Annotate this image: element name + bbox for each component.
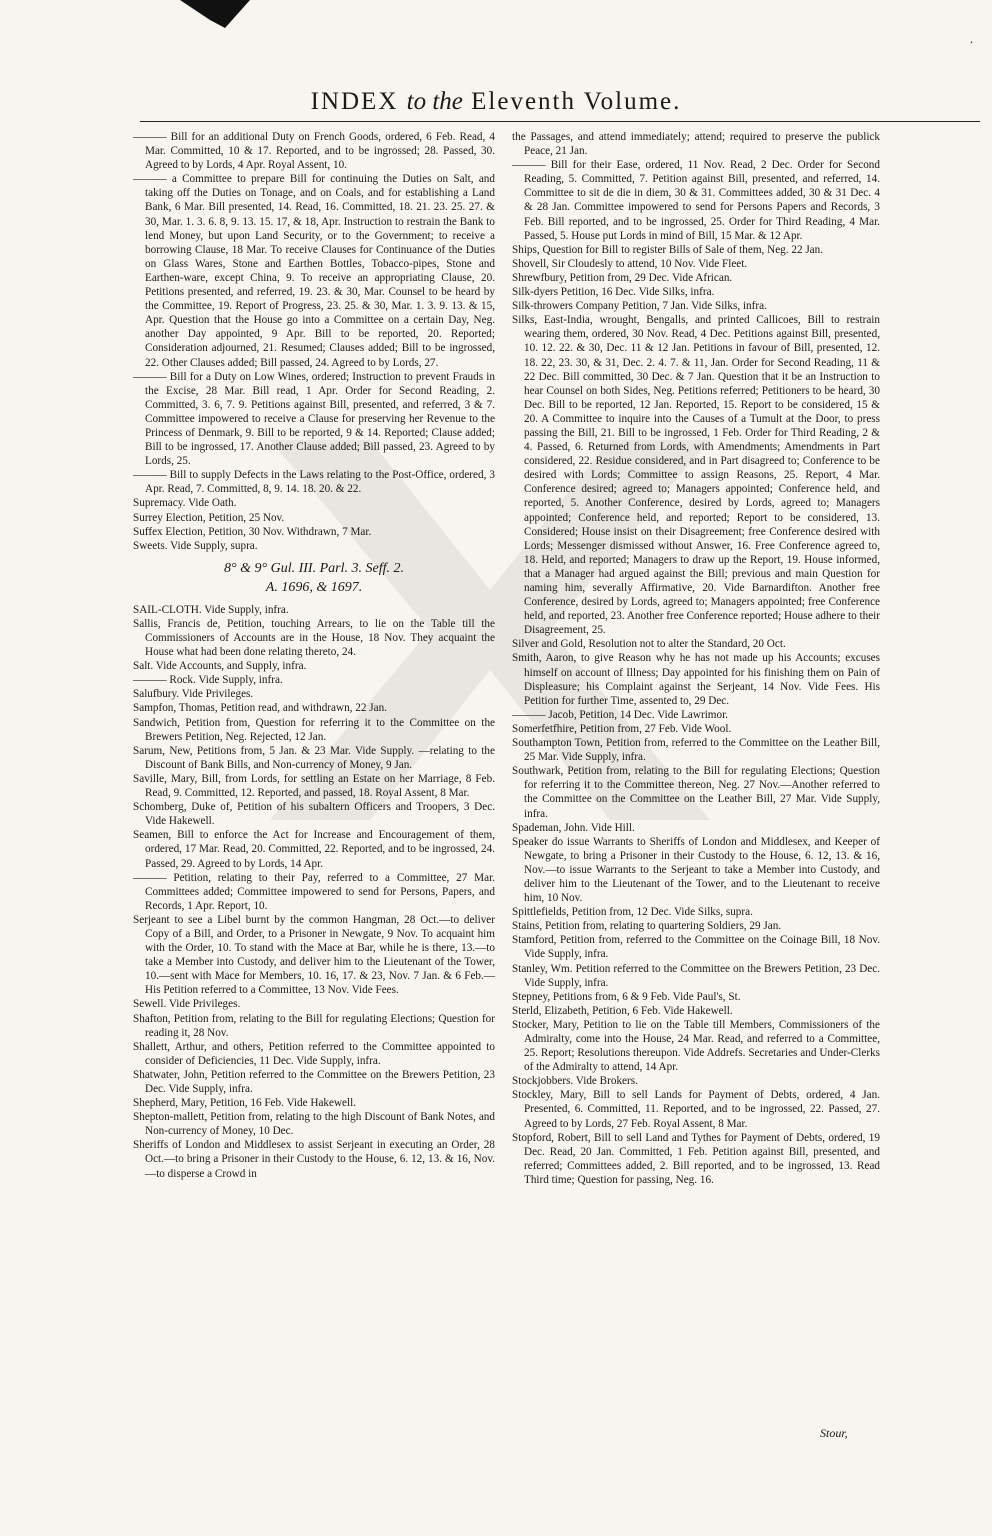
index-entry: Shafton, Petition from, relating to the Bill for regulating Elections; Question for reading it, 28 Nov.	[133, 1012, 495, 1039]
index-entry: Southampton Town, Petition from, referred to the Committee on the Leather Bill, 25 Mar. Vide Supply, infra.	[512, 737, 880, 764]
index-entry: Stocker, Mary, Petition to lie on the Table till Members, Commissioners of the Admiralty, come into the House, 24 Mar. Read, and referred to a Committee, 25. Report; Resolutions thereupon. Vide Addrefs. Secretaries and Under-Clerks of the Admiralty to attend, 14 Apr.	[512, 1018, 880, 1074]
index-entry: Serjeant to see a Libel burnt by the common Hangman, 28 Oct.—to deliver Copy of a Bill, and Order, to a Prisoner in Newgate, 9 Nov. To acquaint him with the Order, 10. To stand with the Mace at Bar, while he is there, 13.—to take a Member into Custody, and deliver him to the Lieutenant of the Tower, 10.—sent with Mace for Members, 10. 16, 17. & 23, Nov. 7 Jan. & 6 Feb.—His Petition referred to a Committee, 13 Nov. Vide Fees.	[133, 913, 495, 997]
index-entry: Suffex Election, Petition, 30 Nov. Withdrawn, 7 Mar.	[133, 525, 372, 538]
index-entry: Stockjobbers. Vide Brokers.	[512, 1075, 638, 1088]
index-entry: Stains, Petition from, relating to quartering Soldiers, 29 Jan.	[512, 920, 782, 933]
index-entry: Sarum, New, Petitions from, 5 Jan. & 23 Mar. Vide Supply. —relating to the Discount of Bank Bills, and Non-currency of Money, 9 Jan.	[133, 744, 495, 771]
margin-mark: ˙	[968, 40, 975, 56]
header-volume: Eleventh Volume.	[471, 88, 682, 115]
index-entry: Spademan, John. Vide Hill.	[512, 821, 635, 834]
index-entry: Stanley, Wm. Petition referred to the Committee on the Brewers Petition, 23 Dec. Vide Supply, infra.	[512, 962, 880, 989]
index-entry: Silver and Gold, Resolution not to alter the Standard, 20 Oct.	[512, 638, 786, 651]
index-entry: ——— Jacob, Petition, 14 Dec. Vide Lawrimor.	[512, 708, 728, 721]
index-entry: Stopford, Robert, Bill to sell Land and Tythes for Payment of Debts, ordered, 19 Dec. Read, 20 Jan. Committed, 1 Feb. Petition against Bill, presented, and referred; Committees added, 2. Bill reported, and to be ingrossed, 13. Read Third time; Question for passing, Neg. 16.	[512, 1131, 880, 1186]
index-entry: ——— Rock. Vide Supply, infra.	[133, 674, 283, 687]
left-column	[133, 130, 495, 1181]
index-entry: Salt. Vide Accounts, and Supply, infra.	[133, 660, 307, 673]
index-entry: ——— Petition, relating to their Pay, referred to a Committee, 27 Mar. Committees added; Committee impowered to send for Persons, Papers, and Records, 1 Apr. Report, 10.	[133, 871, 495, 912]
index-entry: ——— Bill to supply Defects in the Laws relating to the Post-Office, ordered, 3 Apr. Read, 7. Committed, 8, 9. 14. 18. 20. & 22.	[133, 469, 495, 496]
index-entry: Ships, Question for Bill to register Bills of Sale of them, Neg. 22 Jan.	[512, 243, 824, 256]
index-entry: Shrewfbury, Petition from, 29 Dec. Vide African.	[512, 271, 733, 284]
index-entry: Somerfetfhire, Petition from, 27 Feb. Vide Wool.	[512, 722, 732, 735]
index-entry: Sampfon, Thomas, Petition read, and withdrawn, 22 Jan.	[133, 702, 387, 715]
index-entry: the Passages, and attend immediately; attend; required to preserve the publick Peace, 21 Jan.	[512, 131, 880, 158]
index-entry: Sallis, Francis de, Petition, touching Arrears, to lie on the Table till the Commissioners of Accounts are in the House, 18 Nov. They acquaint the House what had been done relating thereto, 24.	[133, 617, 495, 659]
header-index: INDEX	[310, 88, 399, 115]
index-entry: Shepton-mallett, Petition from, relating to the high Discount of Bank Notes, and Non-currency of Money, 10 Dec.	[133, 1111, 495, 1138]
index-entry: ——— Bill for an additional Duty on French Goods, ordered, 6 Feb. Read, 4 Mar. Committed, 10 & 17. Reported, and to be ingrossed; 28. Passed, 30. Agreed to by Lords, 4 Apr. Royal Assent, 10.	[133, 131, 495, 172]
index-entry: Silks, East-India, wrought, Bengalls, and printed Callicoes, Bill to restrain wearing them, ordered, 30 Nov. Read, 4 Dec. Petitions against Bill, presented, 10. 12. 22. & 30, Dec. 11 & 12 Jan. Petitions in favour of Bill, presented, 12. 18. 22, 23. 30, & 31, Dec. 2. 4. 7. & 11, Jan. Order for Second Reading, 11 & 22 Dec. Bill committed, 30 Dec. & 7 Jan. Question that it be an Instruction to hear Counsel on both Sides, Neg. Petitions referred; Petitioners to be heard, 30 Dec. Bill to be reported, 12 Jan. Reported, 15. Report to be considered, 15 & 20. A Committee to inquire into the Causes of a Tumult at the Door, to press passing the Bill, 21. Bill to be ingrossed, 1 Feb. Order for Third Reading, 2 & 4. Passed, 6. Returned from Lords, with Amendments; Amendments in Part considered, 22. Residue considered, and in Part disagreed to; Conference to be desired with Lords; Committee to assign Reasons, 25. Report, 4 Mar. Conference desired; agreed to; Managers appointed; Conference held, and reported, 5. Another Conference, desired by Lords, agreed to; Managers appointed; Conference held, and reported; Report to be considered, 13. Considered; House insist on their Disagreement; free Conference desired with Lords; Messenger dismissed without Answer, 16. Free Conference agreed to, 18. Held, and reported; Managers to draw up the Report, 19. House informed, that a Manager had argued against the Bill; previous and main Question for naming him, severally Affirmative, 20. Vide Barnardifton. Another free Conference, desired by Lords, agreed to; Managers appointed; free Conference held, and reported, 23. Another free Conference reported; House adhere to their Disagreement, 25.	[512, 314, 880, 637]
index-entry: Shatwater, John, Petition referred to the Committee on the Brewers Petition, 23 Dec. Vide Supply, infra.	[133, 1068, 495, 1095]
index-entry: Silk-dyers Petition, 16 Dec. Vide Silks, infra.	[512, 286, 715, 299]
index-entry: Shovell, Sir Cloudesly to attend, 10 Nov. Vide Fleet.	[512, 257, 748, 270]
index-entry: Stepney, Petitions from, 6 & 9 Feb. Vide Paul's, St.	[512, 990, 741, 1003]
index-entry: Sweets. Vide Supply, supra.	[133, 539, 258, 552]
session-line-2: A. 1696, & 1697.	[265, 579, 363, 595]
index-entry: Smith, Aaron, to give Reason why he has not made up his Accounts; excuses himself on account of Illness; Day appointed for his finishing them on Pain of Displeasure; his Complaint against the Serjeant, 14 Nov. Vide Fees. His Petition for further Time, assented to, 29 Dec.	[512, 652, 880, 707]
index-entry: ——— a Committee to prepare Bill for continuing the Duties on Salt, and taking off the Duties on Tonage, and on Coals, and for establishing a Land Bank, 6 Mar. Bill presented, 14. Read, 16. Committed, 18. 21. 23. 25. 27. & 30, Mar. 1. 3. 6. 8, 9. 13. 15. 17, & 18, Apr. Instruction to restrain the Bank to lend Money, but upon Land Security, or to the Government; to receive a borrowing Clause, 18 Mar. To receive Clauses for Continuance of the Duties on Glass Wares, Stone and Earthen Bottles, Tobacco-pipes, Stone and Earthen-ware, except China, 9. To receive an appropriating Clause, 20. Petitions presented, and referred, 19. 23. & 30, Mar. Counsel to be heard by the Committee, 19. Report of Progress, 23. 25. & 30, Mar. 1. 3. 9. 13. & 15, Apr. Question that the House go into a Committee on a certain Day, Neg. another Day appointed, 9 Apr. Bill to be reported, 20. Reported; Consideration adjourned, 21. Resumed; Clauses added; Bill to be ingrossed, 22. Other Clauses added; Bill passed, 24. Agreed to by Lords, 27.	[133, 173, 495, 369]
ink-blot	[180, 0, 250, 30]
index-entry: ——— Bill for their Ease, ordered, 11 Nov. Read, 2 Dec. Order for Second Reading, 5. Committed, 7. Petition against Bill, presented, and referred, 14. Committee to sit de die in diem, 30 & 31. Committees added, 30 & 31 Dec. 4 & 28 Jan. Committee impowered to send for Persons Papers and Records, 3 Feb. Bill reported, and to be ingrossed, 25. Order for Third Reading, 4 Mar. Passed, 5. House put Lords in mind of Bill, 15 Mar. & 12 Apr.	[512, 159, 880, 242]
index-entry: ——— Bill for a Duty on Low Wines, ordered; Instruction to prevent Frauds in the Excise, 28 Mar. Bill read, 1 Apr. Order for Second Reading, 2. Committed, 3. 6, 7. 9. Petitions against Bill, presented, and referred, 3 & 7. Committee impowered to receive a Clause for preserving her Revenue to the Princess of Denmark, 9. Bill to be reported, 9 & 14. Reported; Clause added; Bill to be ingrossed, 17. Another Clause added; Bill passed, 23. Agreed to by Lords, 25.	[133, 370, 495, 468]
page-header	[0, 88, 992, 116]
catchword: Stour,	[820, 1426, 848, 1440]
index-entry: Stockley, Mary, Bill to sell Lands for Payment of Debts, ordered, 4 Jan. Presented, 6. Committed, 11. Reported, and to be ingrossed, 22. Passed, 27. Agreed to by Lords, 27 Feb. Royal Assent, 8 Mar.	[512, 1089, 880, 1130]
index-entry: Sandwich, Petition from, Question for referring it to the Committee on the Brewers Petition, Neg. Rejected, 12 Jan.	[133, 716, 495, 743]
index-entry: Stamford, Petition from, referred to the Committee on the Coinage Bill, 18 Nov. Vide Supply, infra.	[512, 934, 880, 961]
session-heading	[133, 559, 495, 597]
index-entry: Surrey Election, Petition, 25 Nov.	[133, 511, 285, 524]
index-entry: Sewell. Vide Privileges.	[133, 998, 241, 1011]
index-entry: Saville, Mary, Bill, from Lords, for settling an Estate on her Marriage, 8 Feb. Read, 9. Committed, 12. Reported, and passed, 18. Royal Assent, 8 Mar.	[133, 772, 495, 800]
index-entry: Seamen, Bill to enforce the Act for Increase and Encouragement of them, ordered, 17 Mar. Read, 20. Committed, 22. Reported, and to be ingrossed, 24. Passed, 29. Agreed to by Lords, 14 Apr.	[133, 829, 495, 870]
index-entry: Salufbury. Vide Privileges.	[133, 688, 254, 701]
session-line-1: 8° & 9° Gul. III. Parl. 3. Seff. 2.	[224, 560, 404, 576]
index-entry: Supremacy. Vide Oath.	[133, 497, 237, 510]
index-entry: Sterld, Elizabeth, Petition, 6 Feb. Vide Hakewell.	[512, 1004, 733, 1017]
index-entry: Southwark, Petition from, relating to the Bill for regulating Elections; Question for referring it to the Committee thereon, Neg. 27 Nov.—Another referred to the Committee on the Committee on the Leather Bill, 27 Mar. Vide Supply, infra.	[512, 765, 880, 820]
index-entry: Silk-throwers Company Petition, 7 Jan. Vide Silks, infra.	[512, 300, 767, 313]
index-entry: Sheriffs of London and Middlesex to assist Serjeant in executing an Order, 28 Oct.—to bring a Prisoner in their Custody to the House, 6. 12, 13. & 16, Nov.—to disperse a Crowd in	[133, 1139, 495, 1180]
index-entry: Spittlefields, Petition from, 12 Dec. Vide Silks, supra.	[512, 906, 753, 919]
header-to-the: to the	[406, 88, 463, 115]
header-rule	[140, 121, 980, 122]
right-column	[512, 130, 880, 1187]
index-entry: Speaker do issue Warrants to Sheriffs of London and Middlesex, and Keeper of Newgate, to bring a Prisoner in their Custody to the House, 6. 12, 13. & 16, Nov.—to issue Warrants to the Serjeant to take a Member into Custody, and deliver him to the Lieutenant of the Tower, and to the Lieutenant to receive him, 10 Nov.	[512, 835, 880, 905]
index-entry: Shallett, Arthur, and others, Petition referred to the Committee appointed to consider of Deficiencies, 11 Dec. Vide Supply, infra.	[133, 1040, 495, 1067]
index-entry: Shepherd, Mary, Petition, 16 Feb. Vide Hakewell.	[133, 1097, 357, 1110]
index-entry: SAIL-CLOTH. Vide Supply, infra.	[133, 603, 289, 616]
index-entry: Schomberg, Duke of, Petition of his subaltern Officers and Troopers, 3 Dec. Vide Hakewell.	[133, 801, 495, 828]
